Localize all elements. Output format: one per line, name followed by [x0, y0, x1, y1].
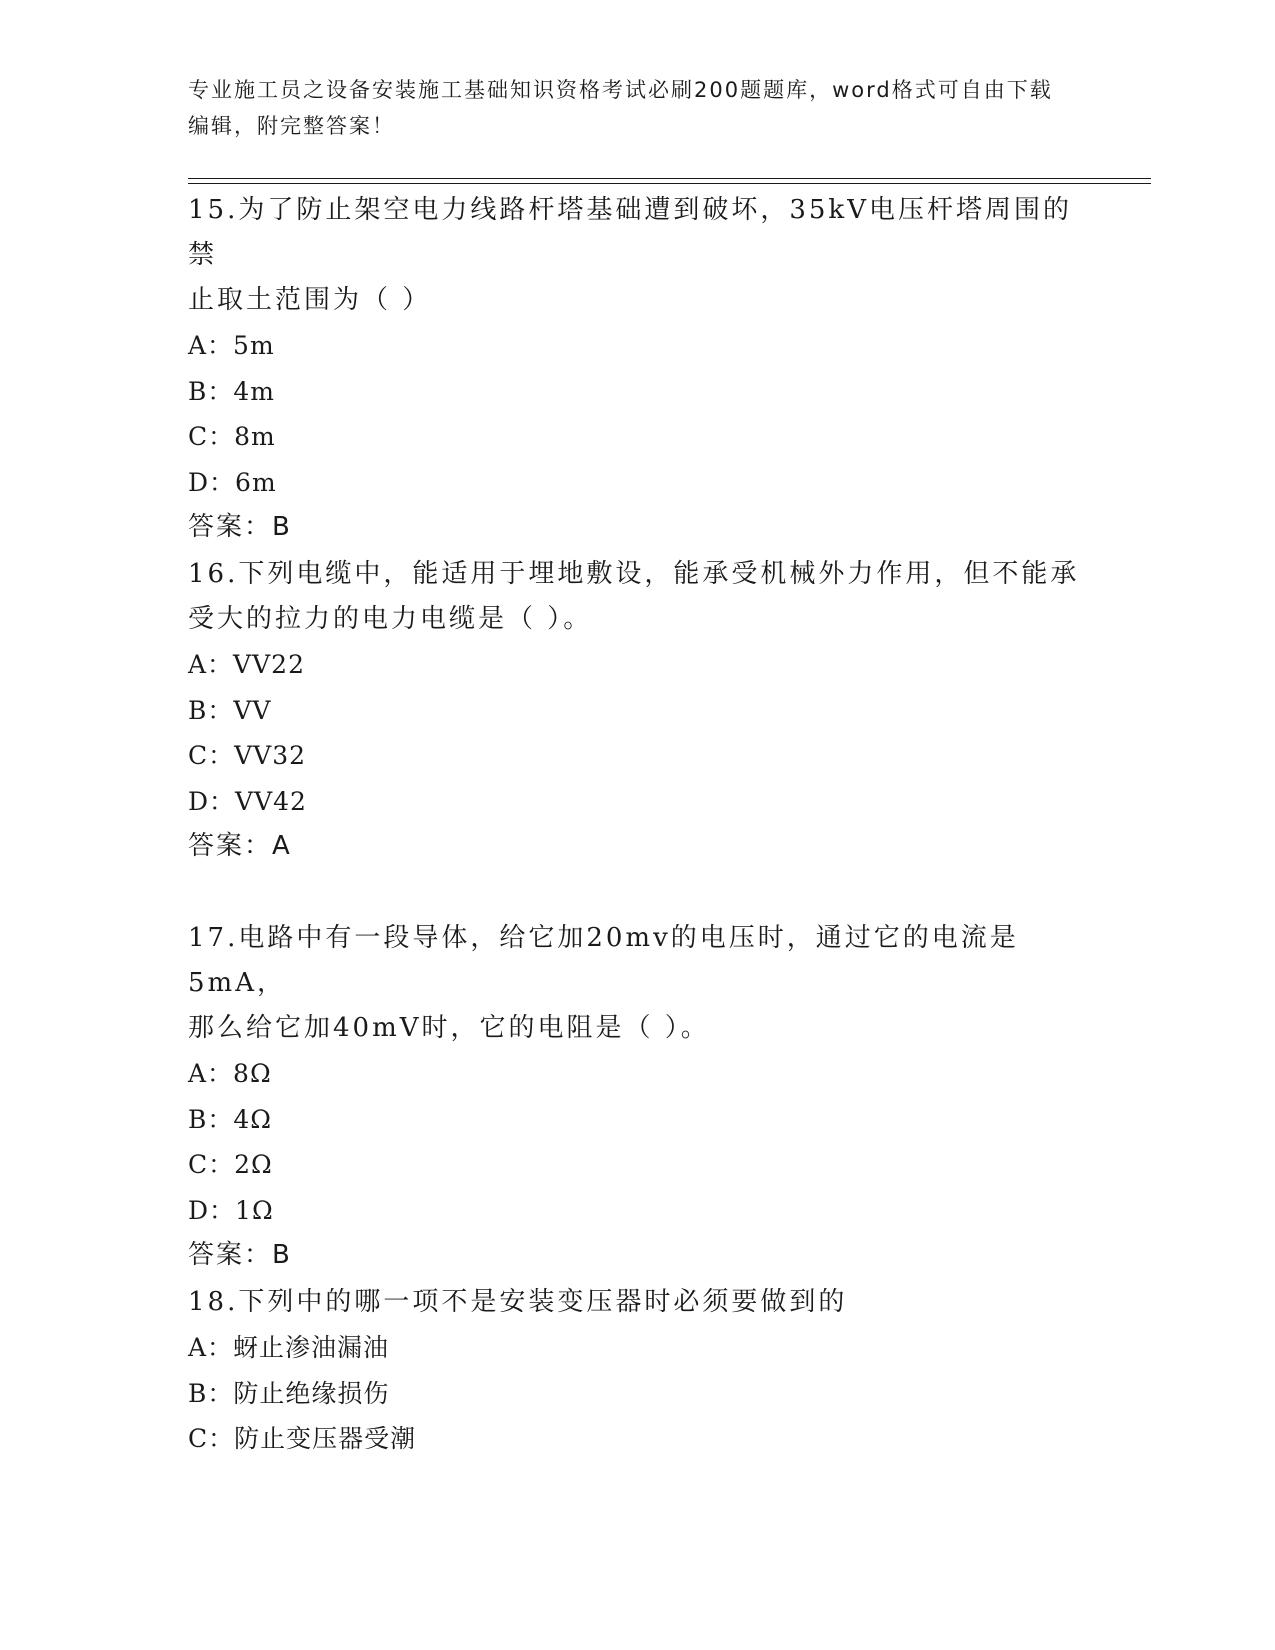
header-divider-bottom — [188, 183, 1151, 184]
question-stem-line: 18.下列中的哪一项不是安装变压器时必须要做到的 — [188, 1287, 848, 1317]
header-divider-top — [188, 178, 1151, 179]
option-a: A：VV22 — [188, 650, 305, 679]
question-stem-line: 止取土范围为（ ） — [188, 285, 432, 315]
question-17 — [188, 916, 1088, 1278]
question-stem-line: 那么给它加40mV时，它的电阻是（ ）。 — [188, 1013, 710, 1043]
question-15 — [188, 188, 1088, 550]
option-b: B：VV — [188, 695, 272, 725]
option-b: B：4Ω — [188, 1104, 273, 1134]
answer-line: 答案：B — [188, 512, 292, 542]
option-c: C：2Ω — [188, 1150, 273, 1179]
question-stem-line: 16.下列电缆中，能适用于埋地敷设，能承受机械外力作用，但不能承 — [188, 559, 1080, 589]
answer-line: 答案：B — [188, 1240, 292, 1270]
option-a: A：5m — [188, 331, 275, 360]
option-c: C：8m — [188, 422, 276, 451]
option-a: A：8Ω — [188, 1059, 272, 1088]
option-d: D：VV42 — [188, 786, 307, 816]
question-stem-line: 15.为了防止架空电力线路杆塔基础遭到破坏，35kV电压杆塔周围的禁 — [188, 195, 1072, 270]
option-c: C：防止变压器受潮 — [188, 1424, 417, 1453]
option-c: C：VV32 — [188, 741, 307, 770]
question-stem-line: 受大的拉力的电力电缆是（ ）。 — [188, 604, 593, 634]
option-b: B：防止绝缘损伤 — [188, 1378, 390, 1408]
option-b: B：4m — [188, 376, 275, 406]
question-16 — [188, 552, 1088, 869]
option-d: D：1Ω — [188, 1195, 274, 1225]
question-stem-line: 17.电路中有一段导体，给它加20mv的电压时，通过它的电流是5mA， — [188, 923, 1019, 998]
option-d: D：6m — [188, 467, 277, 497]
option-a: A：蚜止渗油漏油 — [188, 1333, 390, 1362]
answer-line: 答案：A — [188, 831, 292, 861]
question-18 — [188, 1280, 1088, 1462]
document-header-title: 专业施工员之设备安装施工基础知识资格考试必刷200题题库，word格式可自由下载编辑，附完整答案！ — [188, 78, 1053, 138]
